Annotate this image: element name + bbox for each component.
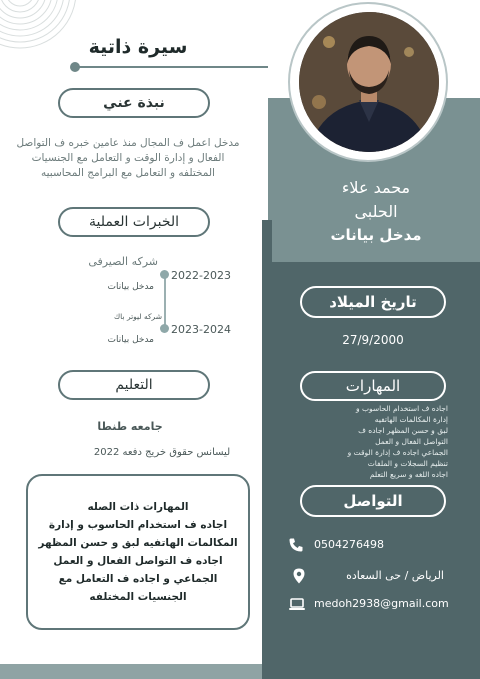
skills-line: تنظيم السجلات و الملفات [367,459,448,468]
profile-photo [299,12,439,152]
title-underline [74,66,268,68]
profile-job-title: مدخل بيانات [330,226,422,244]
timeline-dot [160,324,169,333]
bottom-bar [0,664,262,679]
education-university: جامعه طنطا [97,420,163,433]
contact-phone-row [288,537,460,553]
skills-heading: المهارات [300,371,446,401]
experience-heading: الخبرات العملية [58,207,210,237]
experience-role: مدخل بيانات [107,335,154,345]
education-degree: ليسانس حقوق خريج دفعه 2022 [93,447,231,458]
skills-line: لبق و حسن المظهر اجاده ف [358,426,448,435]
contact-phone[interactable]: 0504276498 [314,538,384,551]
phone-icon [288,537,304,553]
about-heading: نبذة عني [58,88,210,118]
skills-line: التواصل الفعال و العمل [375,437,448,446]
location-pin-icon [292,568,308,584]
timeline-dot [160,270,169,279]
decorative-arcs [0,0,80,52]
profile-last-name: الحلبى [354,202,398,221]
skills-line: إدارة المكالمات الهاتفيه [374,415,448,424]
profile-first-name: محمد علاء [341,178,411,197]
about-text: مدخل اعمل ف المجال منذ عامين خبره ف التواصل الفعال و إدارة الوقت و التعامل مع الجنسيات المختلفه و التعامل مع البرامج المحاسبيه [16,137,240,179]
skills-line: الجماعي اجاده ف إدارة الوقت و [347,448,448,457]
laptop-icon [288,596,304,612]
title-underline-dot [70,62,80,72]
related-skills-line: اجاده ف التواصل الفعال و العمل [53,555,223,567]
contact-address-row [288,568,460,584]
skills-line: اجاده ف استخدام الحاسوب و [355,404,448,413]
contact-address: الرياض / حى السعاده [346,569,444,582]
experience-years: 2022-2023 [171,269,231,282]
experience-years: 2023-2024 [171,323,231,336]
related-skills-line: الجماعي و اجاده ف التعامل مع [58,573,218,585]
related-skills-line: المكالمات الهاتفيه لبق و حسن المظهر [38,537,238,549]
contact-heading: التواصل [300,485,446,517]
related-skills-text [30,498,246,606]
related-skills-line: المهارات ذات الصله [87,501,189,513]
skills-list [302,403,448,480]
birth-date: 27/9/2000 [342,333,404,347]
experience-company: شركه الصيرفى [88,255,158,268]
contact-email[interactable]: medoh2938@gmail.com [314,597,449,610]
experience-company: شركه ليوتر باك [114,312,162,321]
page-title: سيرة ذاتية [88,36,188,58]
education-heading: التعليم [58,370,210,400]
related-skills-line: الجنسيات المختلفه [89,591,187,603]
skills-line: اجاده اللغه و سريع التعلم [369,470,448,479]
related-skills-line: اجاده ف استخدام الحاسوب و إدارة [48,519,228,531]
experience-timeline [164,272,166,330]
birth-heading: تاريخ الميلاد [300,286,446,318]
contact-email-row [288,596,460,612]
experience-role: مدخل بيانات [107,282,154,292]
